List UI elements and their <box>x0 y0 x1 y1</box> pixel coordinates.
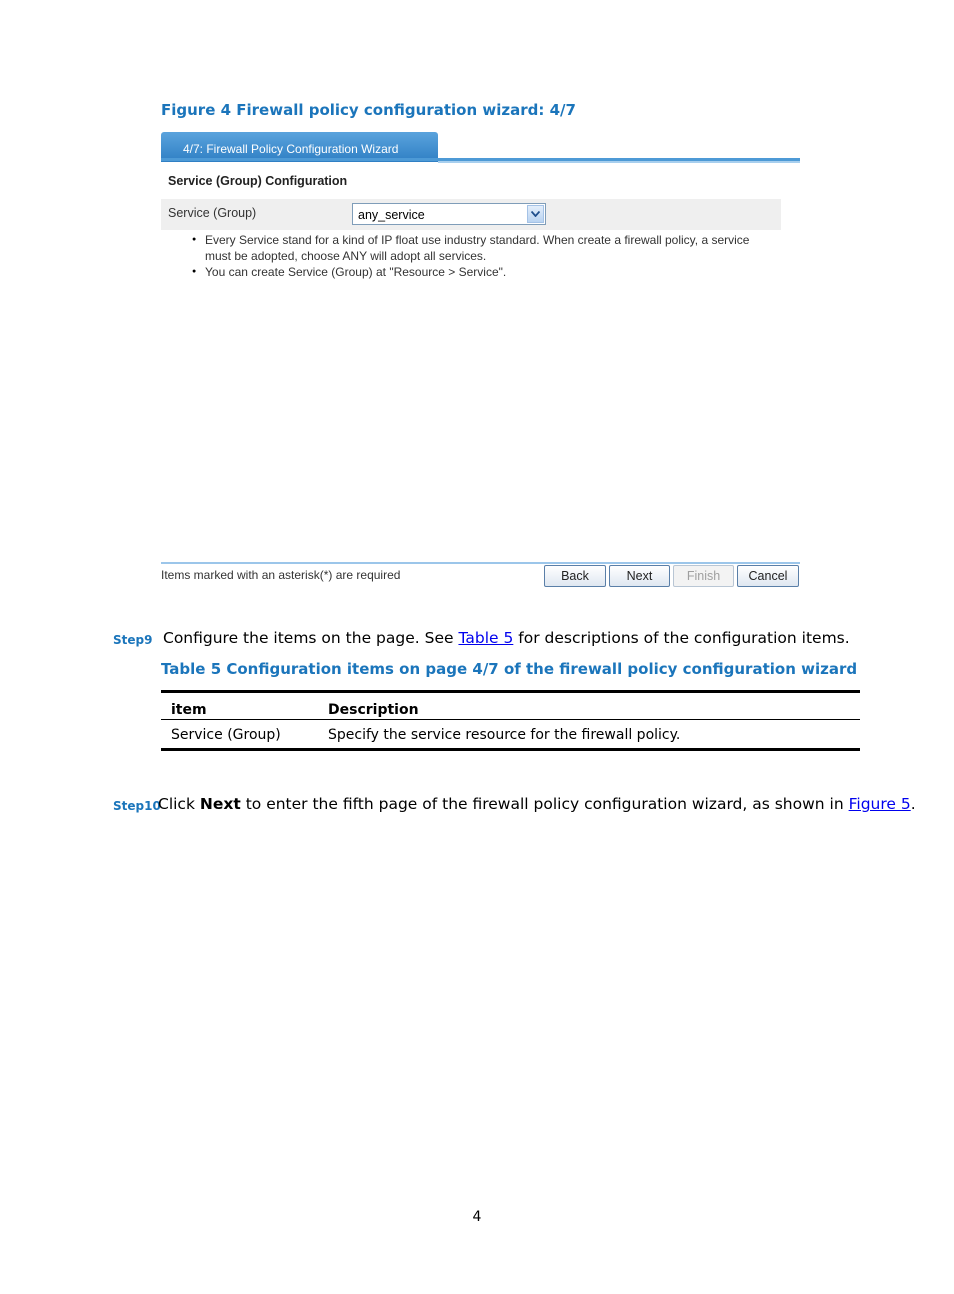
figure5-link[interactable]: Figure 5 <box>848 795 911 813</box>
finish-button[interactable]: Finish <box>673 565 734 587</box>
step10-text-before: Click <box>158 795 200 813</box>
step9-text-before: Configure the items on the page. See <box>163 629 459 647</box>
tab-underline-light <box>438 161 800 163</box>
step9-label: Step9 <box>113 633 153 647</box>
next-bold: Next <box>199 795 241 813</box>
table-cell-item: Service (Group) <box>161 720 318 750</box>
step10-text-after: . <box>910 795 916 813</box>
table-cell-description: Specify the service resource for the firewall policy. <box>318 720 860 750</box>
step10-text <box>158 795 916 813</box>
service-group-label: Service (Group) <box>168 206 257 220</box>
step9-text <box>163 629 850 647</box>
next-button[interactable]: Next <box>609 565 670 587</box>
table-row <box>161 720 860 750</box>
hint-item: ● You can create Service (Group) at "Resource > Service". <box>192 264 772 280</box>
step9-text-after: for descriptions of the configuration items. <box>513 629 850 647</box>
table5-link[interactable]: Table 5 <box>458 629 514 647</box>
footer-divider <box>161 562 800 564</box>
required-note: Items marked with an asterisk(*) are required <box>161 568 401 582</box>
table-header-description: Description <box>318 692 860 720</box>
section-title: Service (Group) Configuration <box>168 174 348 188</box>
page-number: 4 <box>472 1209 482 1225</box>
service-group-select[interactable] <box>352 203 546 225</box>
select-value: any_service <box>358 208 425 222</box>
step10 <box>113 797 161 815</box>
step10-label: Step10 <box>113 799 161 813</box>
hint-list <box>192 232 772 280</box>
figure-caption: Figure 4 Firewall policy configuration wizard: 4/7 <box>161 101 576 119</box>
chevron-down-icon[interactable] <box>527 205 544 223</box>
step10-text-middle: to enter the fifth page of the firewall policy configuration wizard, as shown in <box>240 795 849 813</box>
back-button[interactable]: Back <box>544 565 606 587</box>
hint-item: ● Every Service stand for a kind of IP float use industry standard. When create a firewall policy, a service must be adopted, choose ANY will adopt all services. <box>192 232 772 264</box>
cancel-button[interactable]: Cancel <box>737 565 799 587</box>
table-header-item: item <box>161 692 318 720</box>
table-caption: Table 5 Configuration items on page 4/7 of the firewall policy configuration wizard <box>161 660 858 678</box>
config-table <box>161 690 860 751</box>
step9 <box>113 631 152 649</box>
wizard-tab[interactable]: 4/7: Firewall Policy Configuration Wizard <box>161 132 438 162</box>
